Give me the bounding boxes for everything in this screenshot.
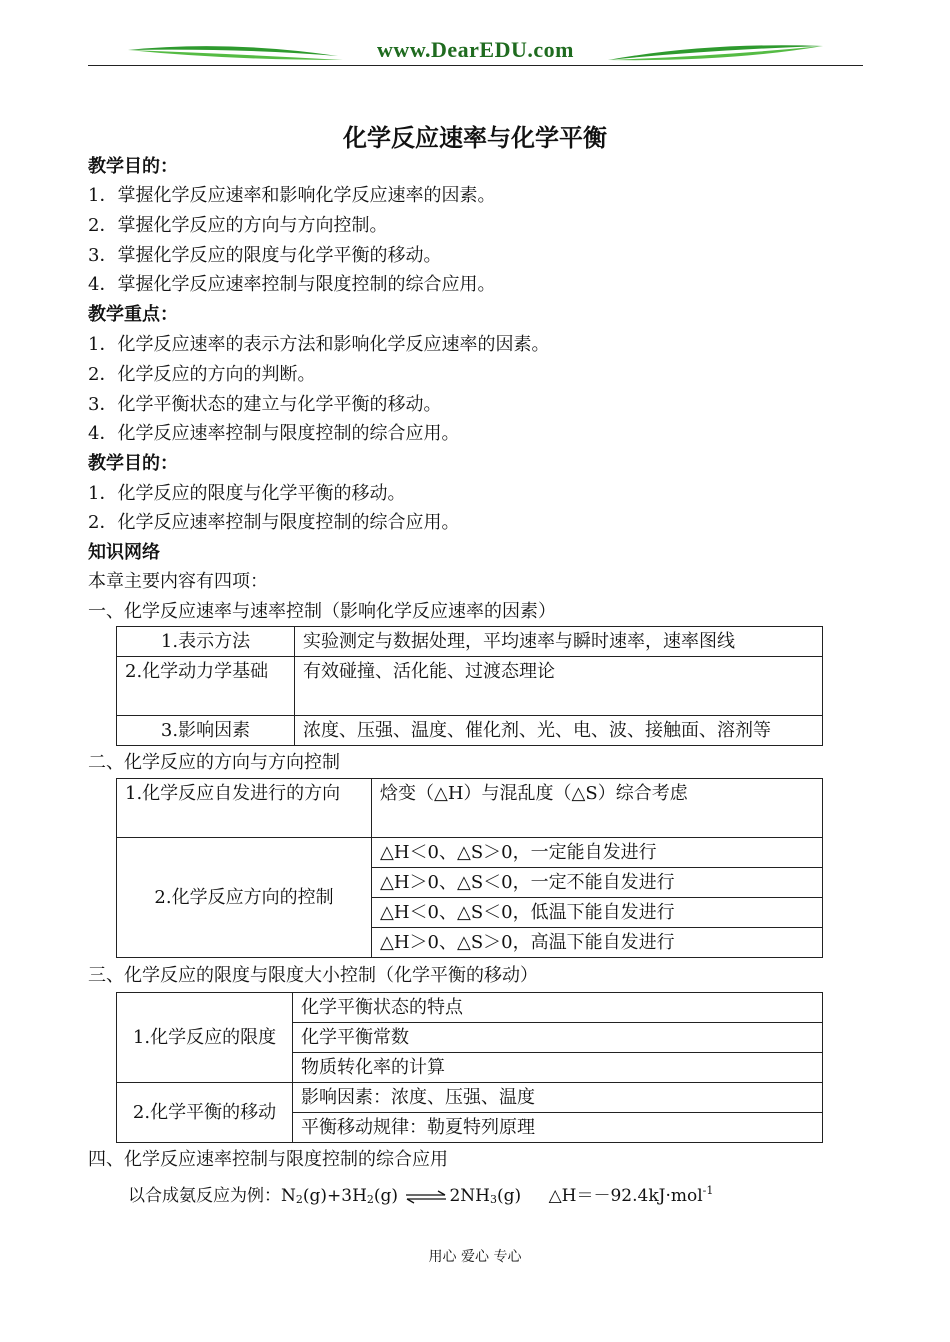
list-item: △H＞0、△S＜0，一定不能自发进行 [372, 868, 823, 898]
list-item: 影响因素：浓度、压强、温度 [293, 1083, 823, 1113]
page-footer: 用心 爱心 专心 [428, 1249, 522, 1265]
table-row [117, 779, 823, 838]
section1-table [116, 626, 823, 746]
network-intro: 本章主要内容有四项： [88, 571, 268, 592]
row-label: 1.化学反应的限度 [117, 993, 293, 1083]
eq-h-sub: 2 [366, 1193, 374, 1206]
key-point-item: 3．化学平衡状态的建立与化学平衡的移动。 [88, 394, 442, 415]
header-divider [88, 65, 863, 66]
objectives2-heading: 教学目的： [88, 453, 178, 474]
eq-enthalpy: △H＝－92.4kJ·mol [548, 1186, 703, 1206]
eq-p-sub: 3 [490, 1193, 498, 1206]
objective2-item: 2．化学反应速率控制与限度控制的综合应用。 [88, 512, 460, 533]
section2-table [116, 778, 823, 958]
list-item: 化学平衡常数 [293, 1023, 823, 1053]
row-label: 1.表示方法 [117, 627, 295, 657]
row-label: 2.化学动力学基础 [117, 657, 295, 716]
eq-n-sub: 2 [295, 1193, 303, 1206]
section1-title: 一、化学反应速率与速率控制（影响化学反应速率的因素） [88, 601, 556, 622]
row-label: 3.影响因素 [117, 716, 295, 746]
row-content: 焓变（△H）与混乱度（△S）综合考虑 [372, 779, 823, 838]
section2-title: 二、化学反应的方向与方向控制 [88, 752, 340, 773]
key-point-item: 4．化学反应速率控制与限度控制的综合应用。 [88, 423, 460, 444]
table-row [117, 716, 823, 746]
table-row [117, 993, 823, 1023]
list-item: △H＜0、△S＞0，一定能自发进行 [372, 838, 823, 868]
eq-p-state: (g) [497, 1186, 522, 1206]
table-row [117, 838, 823, 868]
table-row [117, 1083, 823, 1113]
eq-h-state: (g) [373, 1186, 399, 1206]
row-content: 浓度、压强、温度、催化剂、光、电、波、接触面、溶剂等 [295, 716, 823, 746]
objectives-heading: 教学目的： [88, 156, 178, 177]
objective-item: 1．掌握化学反应速率和影响化学反应速率的因素。 [88, 185, 496, 206]
row-label: 2.化学平衡的移动 [117, 1083, 293, 1143]
section3-title: 三、化学反应的限度与限度大小控制（化学平衡的移动） [88, 965, 538, 986]
section3-table [116, 992, 823, 1143]
key-points-heading: 教学重点： [88, 304, 178, 325]
row-content: 实验测定与数据处理，平均速率与瞬时速率，速率图线 [295, 627, 823, 657]
site-url: www.DearEDU.com [377, 37, 574, 62]
network-heading: 知识网络 [88, 542, 160, 563]
list-item: 平衡移动规律：勒夏特列原理 [293, 1113, 823, 1143]
table-row [117, 657, 823, 716]
section4-title: 四、化学反应速率控制与限度控制的综合应用 [88, 1149, 448, 1170]
page-title: 化学反应速率与化学平衡 [343, 123, 607, 152]
row-content: 有效碰撞、活化能、过渡态理论 [295, 657, 823, 716]
objective2-item: 1．化学反应的限度与化学平衡的移动。 [88, 483, 406, 504]
objective-item: 4．掌握化学反应速率控制与限度控制的综合应用。 [88, 274, 496, 295]
example-prefix: 以合成氨反应为例： [128, 1186, 281, 1206]
key-point-item: 1．化学反应速率的表示方法和影响化学反应速率的因素。 [88, 334, 550, 355]
table-row [117, 627, 823, 657]
eq-unit-sup: -1 [702, 1184, 714, 1197]
eq-n: N [281, 1186, 296, 1206]
row-label: 1.化学反应自发进行的方向 [117, 779, 372, 838]
list-item: △H＜0、△S＜0，低温下能自发进行 [372, 898, 823, 928]
eq-product: 2NH [449, 1186, 491, 1206]
ammonia-equation [128, 1176, 713, 1215]
list-item: △H＞0、△S＞0，高温下能自发进行 [372, 928, 823, 958]
key-point-item: 2．化学反应的方向的判断。 [88, 364, 316, 385]
eq-n-state: (g)+3H [302, 1186, 367, 1206]
reversible-arrow-icon [405, 1190, 447, 1204]
objective-item: 3．掌握化学反应的限度与化学平衡的移动。 [88, 245, 442, 266]
list-item: 物质转化率的计算 [293, 1053, 823, 1083]
row-label: 2.化学反应方向的控制 [117, 838, 372, 958]
list-item: 化学平衡状态的特点 [293, 993, 823, 1023]
objective-item: 2．掌握化学反应的方向与方向控制。 [88, 215, 388, 236]
